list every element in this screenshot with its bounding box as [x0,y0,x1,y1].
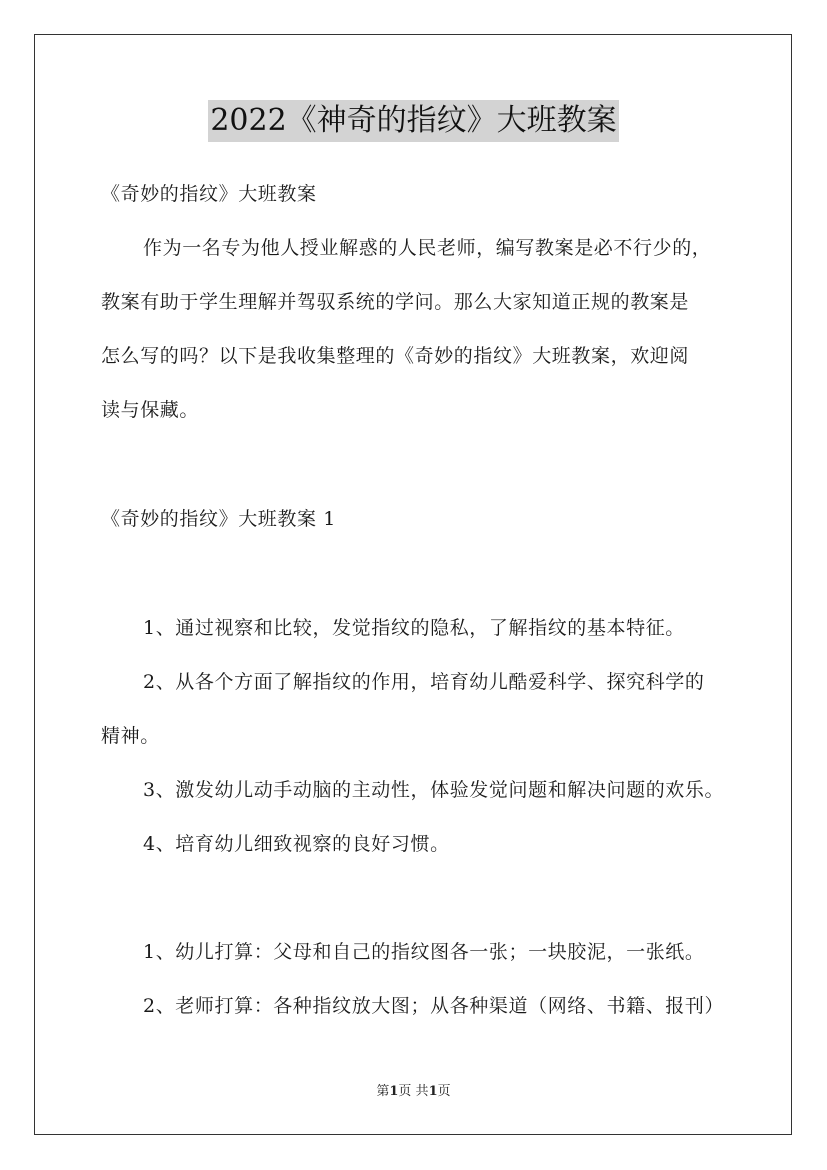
goal-line: 1、通过视察和比较，发觉指纹的隐私，了解指纹的基本特征。 [143,617,685,639]
goal-line: 3、激发幼儿动手动脑的主动性，体验发觉问题和解决问题的欢乐。 [143,779,725,801]
goal-line: 4、培育幼儿细致视察的良好习惯。 [143,833,450,855]
section-heading: 《奇妙的指纹》大班教案 1 [101,508,336,530]
page-suffix: 页 [437,1084,451,1099]
subtitle: 《奇妙的指纹》大班教案 [101,183,317,205]
intro-line: 怎么写的吗？以下是我收集整理的《奇妙的指纹》大班教案，欢迎阅 [101,345,690,367]
title-container [0,100,827,142]
page-mid: 页 共 [398,1084,429,1099]
goal-line: 2、从各个方面了解指纹的作用，培育幼儿酷爱科学、探究科学的 [143,671,705,693]
preparation-line: 1、幼儿打算：父母和自己的指纹图各一张；一块胶泥，一张纸。 [143,941,705,963]
current-page-number: 1 [389,1084,399,1099]
page-footer [0,1083,827,1101]
intro-line: 作为一名专为他人授业解惑的人民老师，编写教案是必不行少的， [143,237,712,259]
intro-line: 读与保藏。 [101,399,200,421]
total-page-number: 1 [428,1084,438,1099]
intro-line: 教案有助于学生理解并驾驭系统的学问。那么大家知道正规的教案是 [101,291,690,313]
preparation-line: 2、老师打算：各种指纹放大图；从各种渠道（网络、书籍、报刊） [143,995,725,1017]
document-title: 2022《神奇的指纹》大班教案 [208,100,618,142]
page-prefix: 第 [376,1084,390,1099]
goal-line: 精神。 [101,725,160,747]
